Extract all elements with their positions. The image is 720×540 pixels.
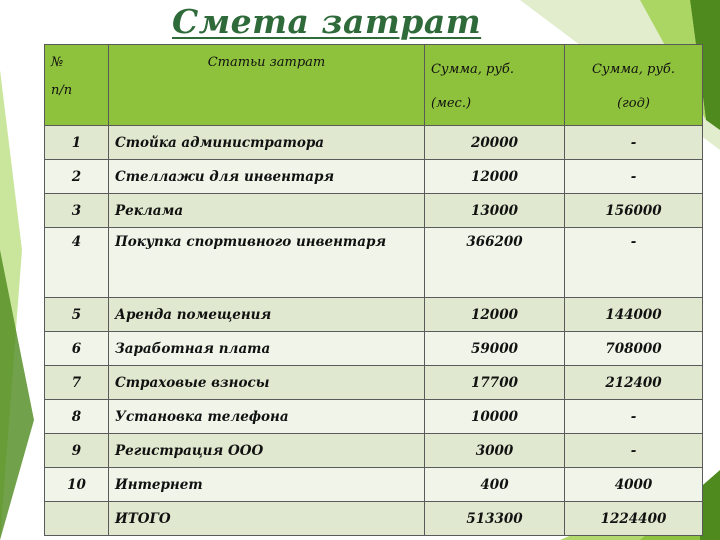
row-number: 2 — [45, 160, 109, 194]
row-month-sum: 400 — [425, 468, 565, 502]
row-number: 3 — [45, 194, 109, 228]
header-number-line2: п/п — [51, 83, 73, 98]
row-month-sum: 17700 — [425, 366, 565, 400]
row-year-sum: - — [565, 434, 703, 468]
table-total-row — [45, 502, 703, 536]
row-month-sum: 3000 — [425, 434, 565, 468]
row-month-sum: 10000 — [425, 400, 565, 434]
row-year-sum: 212400 — [565, 366, 703, 400]
row-item: Стойка администратора — [109, 126, 425, 160]
table-row — [45, 332, 703, 366]
header-number — [45, 45, 109, 126]
row-year-sum: - — [565, 228, 703, 298]
table-row — [45, 434, 703, 468]
table-row — [45, 194, 703, 228]
table-row — [45, 126, 703, 160]
row-year-sum: - — [565, 160, 703, 194]
row-month-sum: 12000 — [425, 298, 565, 332]
row-number: 10 — [45, 468, 109, 502]
total-month-sum: 513300 — [425, 502, 565, 536]
header-month-line2: (мес.) — [431, 96, 472, 111]
row-item: Страховые взносы — [109, 366, 425, 400]
header-month-line1: Сумма, руб. — [431, 62, 514, 77]
header-month — [425, 45, 565, 126]
table-row — [45, 160, 703, 194]
cost-table — [44, 44, 703, 536]
row-item: Интернет — [109, 468, 425, 502]
row-number: 5 — [45, 298, 109, 332]
table-header-row — [45, 45, 703, 126]
row-year-sum: 4000 — [565, 468, 703, 502]
header-year-line2: (год) — [617, 96, 650, 111]
slide-title: Смета затрат — [172, 2, 482, 41]
row-item: Заработная плата — [109, 332, 425, 366]
row-number: 6 — [45, 332, 109, 366]
row-year-sum: 144000 — [565, 298, 703, 332]
row-month-sum: 13000 — [425, 194, 565, 228]
row-year-sum: - — [565, 400, 703, 434]
row-number: 8 — [45, 400, 109, 434]
row-year-sum: 156000 — [565, 194, 703, 228]
row-item: Регистрация ООО — [109, 434, 425, 468]
row-month-sum: 59000 — [425, 332, 565, 366]
row-item: Реклама — [109, 194, 425, 228]
row-number: 1 — [45, 126, 109, 160]
row-item: Стеллажи для инвентаря — [109, 160, 425, 194]
row-number: 9 — [45, 434, 109, 468]
row-number — [45, 502, 109, 536]
row-item: Установка телефона — [109, 400, 425, 434]
row-month-sum: 12000 — [425, 160, 565, 194]
row-number: 7 — [45, 366, 109, 400]
table-row — [45, 228, 703, 298]
row-item: Покупка спортивного инвентаря — [109, 228, 425, 298]
total-label: ИТОГО — [109, 502, 425, 536]
row-item: Аренда помещения — [109, 298, 425, 332]
table-row — [45, 366, 703, 400]
row-month-sum: 366200 — [425, 228, 565, 298]
row-year-sum: - — [565, 126, 703, 160]
total-year-sum: 1224400 — [565, 502, 703, 536]
header-year — [565, 45, 703, 126]
header-year-line1: Сумма, руб. — [592, 62, 675, 77]
header-item-label: Статьи затрат — [207, 55, 326, 70]
row-number: 4 — [45, 228, 109, 298]
table-row — [45, 298, 703, 332]
header-number-line1: № — [51, 55, 64, 70]
header-item — [109, 45, 425, 126]
row-month-sum: 20000 — [425, 126, 565, 160]
row-year-sum: 708000 — [565, 332, 703, 366]
table-row — [45, 400, 703, 434]
table-row — [45, 468, 703, 502]
